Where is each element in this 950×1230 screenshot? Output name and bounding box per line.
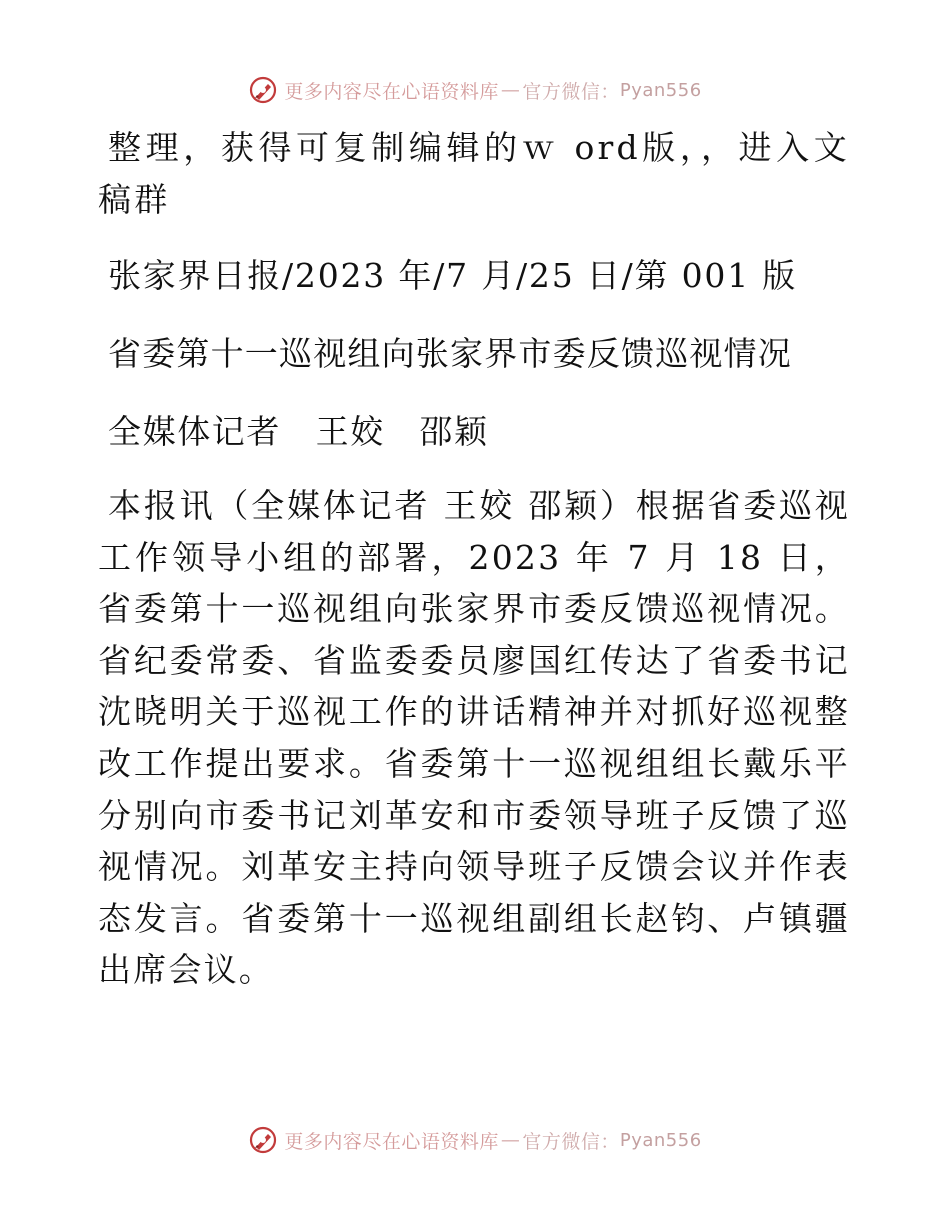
intro-paragraph: 整理，获得可复制编辑的ｗ ord版，，进入文稿群 [98,128,850,219]
watermark-brand: 更多内容尽在心语资料库 [284,80,499,103]
header-watermark [0,70,950,110]
watermark-brand: 更多内容尽在心语资料库 [284,1130,499,1153]
byline: 全媒体记者 王姣 邵颖 [108,412,489,451]
document-body [98,122,850,996]
headline: 省委第十一巡视组向张家界市委反馈巡视情况 [108,334,792,373]
pen-logo-icon [248,1125,278,1155]
article-body: 本报讯（全媒体记者 王姣 邵颖）根据省委巡视工作领导小组的部署，2023 年 7 月 18 日，省委第十一巡视组向张家界市委反馈巡视情况。省纪委常委、省监委委员廖国红传达了省委书记沈晓明关于巡视工作的讲话精神并对抓好巡视整改工作提出要求。省委第十一巡视组组长戴乐平分别向市委书记刘革安和市委领导班子反馈了巡视情况。刘革安主持向领导班子反馈会议并作表态发言。省委第十一巡视组副组长赵钧、卢镇疆出席会议。 [98,486,850,990]
watermark-label: 官方微信： [522,80,620,103]
watermark-label: 官方微信： [522,1130,620,1153]
watermark-separator: — [500,79,521,101]
watermark-separator: — [500,1129,521,1151]
source-line: 张家界日报/2023 年/7 月/25 日/第 001 版 [108,256,798,295]
watermark-wechat-id: Pyan556 [619,1129,702,1151]
pen-logo-icon [248,75,278,105]
footer-watermark [0,1120,950,1160]
watermark-wechat-id: Pyan556 [619,79,702,101]
